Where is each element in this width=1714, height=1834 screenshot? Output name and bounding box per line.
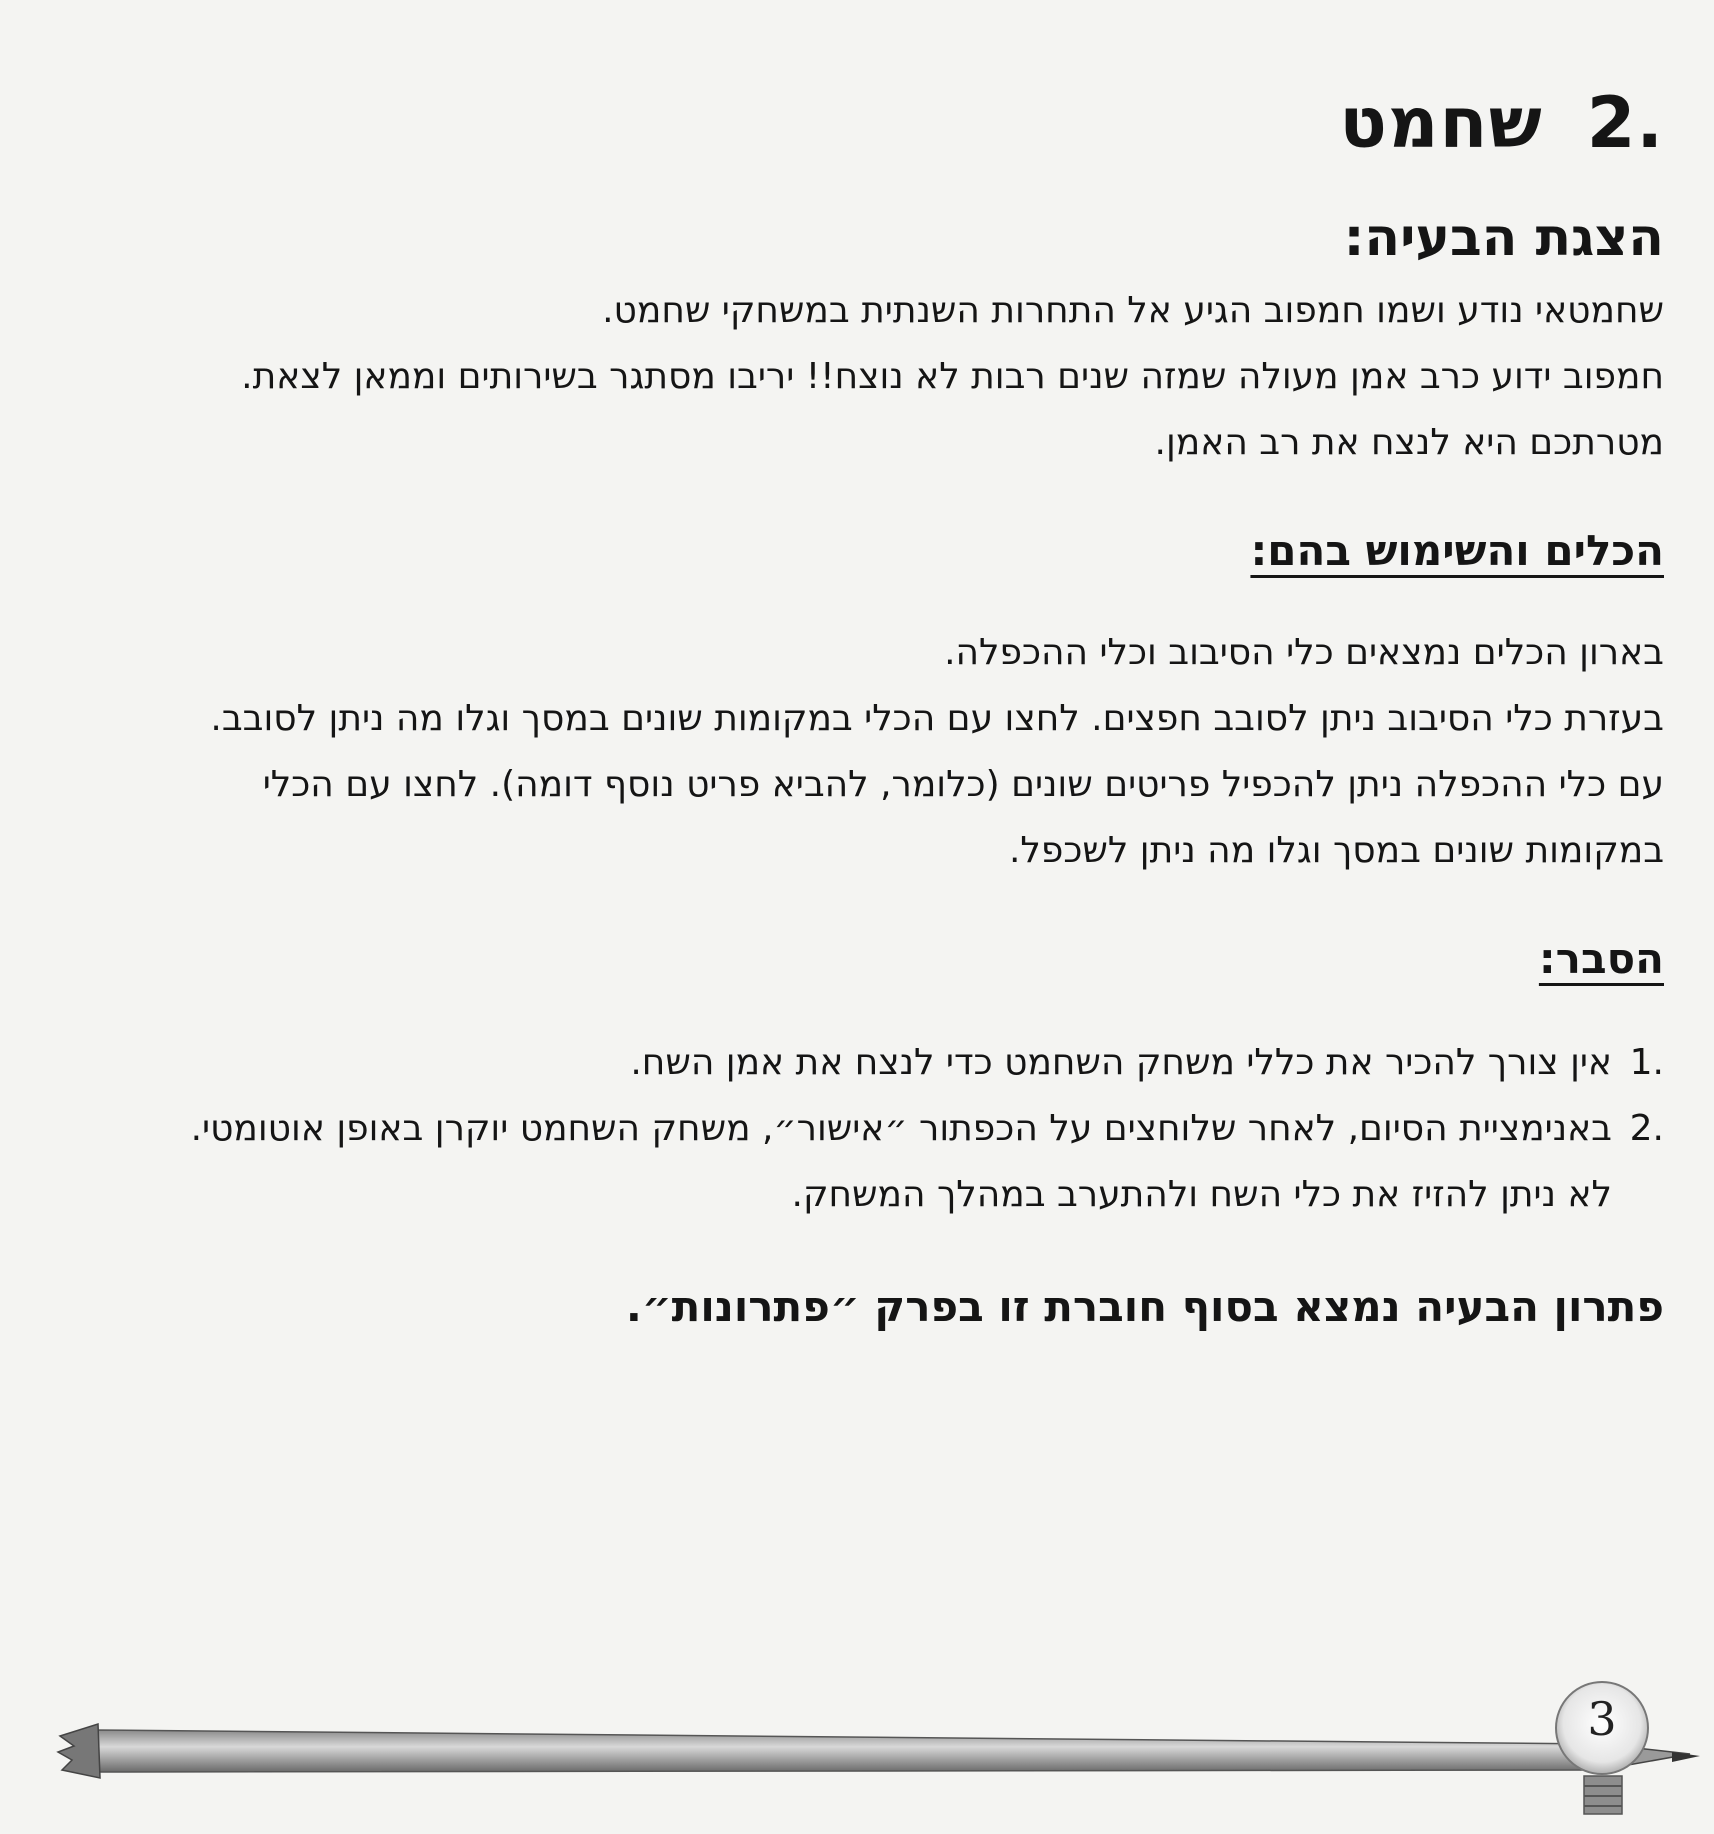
list-item-number: .2 bbox=[1629, 1108, 1664, 1149]
problem-line: שחמטאי נודע ושמו חמפוב הגיע אל התחרות השנתית במשחקי שחמט. bbox=[602, 290, 1664, 331]
pencil-footer-icon bbox=[0, 1680, 1714, 1834]
explanation-list bbox=[24, 1030, 1664, 1228]
problem-line: חמפוב ידוע כרב אמן מעולה שמזה שנים רבות לא נוצח!! יריבו מסתגר בשירותים וממאן לצאת. bbox=[241, 356, 1664, 397]
problem-line: מטרתכם היא לנצח את רב האמן. bbox=[1154, 422, 1664, 463]
tools-line: בארון הכלים נמצאים כלי הסיבוב וכלי ההכפלה. bbox=[944, 632, 1664, 673]
chapter-title: שחמט bbox=[1339, 82, 1543, 164]
problem-paragraph bbox=[24, 278, 1664, 476]
explanation-heading: הסבר: bbox=[1538, 934, 1664, 983]
list-item-line: לא ניתן להזיז את כלי השח ולהתערב במהלך המשחק. bbox=[791, 1174, 1612, 1215]
chapter-number: .2 bbox=[1586, 82, 1664, 164]
page-number: 3 bbox=[1587, 1692, 1617, 1746]
list-item-number: .1 bbox=[1629, 1042, 1664, 1083]
tools-heading: הכלים והשימוש בהם: bbox=[1250, 526, 1664, 575]
list-item-text: אין צורך להכיר את כללי משחק השחמט כדי לנצח את אמן השח. bbox=[630, 1042, 1612, 1083]
list-item bbox=[24, 1096, 1664, 1228]
list-item bbox=[24, 1030, 1664, 1096]
tools-line: בעזרת כלי הסיבוב ניתן לסובב חפצים. לחצו עם הכלי במקומות שונים במסך וגלו מה ניתן לסובב. bbox=[210, 698, 1664, 739]
list-item-line: באנימציית הסיום, לאחר שלוחצים על הכפתור ״אישור״, משחק השחמט יוקרן באופן אוטומטי. bbox=[190, 1108, 1612, 1149]
list-item-text bbox=[24, 1096, 1612, 1228]
tools-line: במקומות שונים במסך וגלו מה ניתן לשכפל. bbox=[1008, 830, 1664, 871]
tools-line: עם כלי ההכפלה ניתן להכפיל פריטים שונים (כלומר, להביא פריט נוסף דומה). לחצו עם הכלי bbox=[262, 764, 1664, 805]
tools-paragraph bbox=[24, 620, 1664, 884]
solution-note: פתרון הבעיה נמצא בסוף חוברת זו בפרק ״פתרונות״. bbox=[625, 1282, 1664, 1331]
chapter-heading bbox=[1339, 82, 1664, 164]
problem-heading: הצגת הבעיה: bbox=[1343, 208, 1664, 268]
